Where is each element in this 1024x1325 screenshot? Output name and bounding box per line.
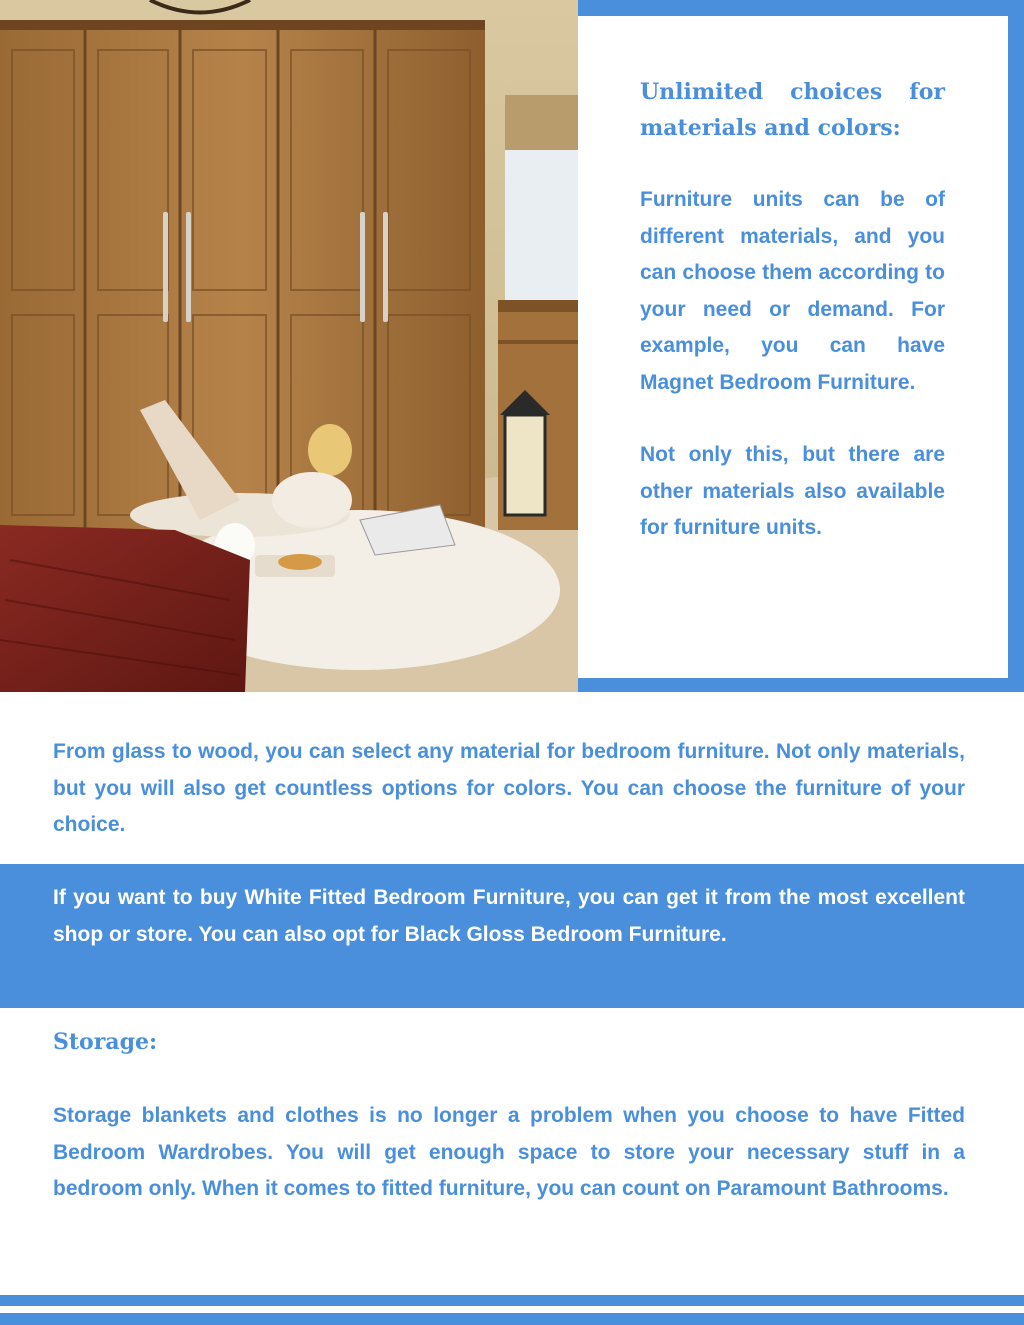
- highlight-paragraph: If you want to buy White Fitted Bedroom Furniture, you can get it from the most excellent shop or store. You can also opt for Black Gloss Bedroom Furniture.: [53, 886, 965, 946]
- footer-stripe-bottom: [0, 1313, 1024, 1325]
- info-box-content: [640, 74, 945, 547]
- storage-paragraph: Storage blankets and clothes is no longer a problem when you choose to have Fitted Bedroom Wardrobes. You will get enough space to store your necessary stuff in a bedroom only. When it comes to fitted furniture, you can count on Paramount Bathrooms.: [53, 1104, 965, 1200]
- materials-paragraph-1: Furniture units can be of different materials, and you can choose them according to your need or demand. For example, you can have Magnet Bedroom Furniture.: [640, 188, 945, 394]
- bedroom-photo: [0, 0, 578, 692]
- materials-heading: Unlimited choices for materials and colors:: [640, 79, 945, 141]
- materials-paragraph-2: Not only this, but there are other materials also available for furniture units.: [640, 443, 945, 539]
- materials-intro-paragraph: From glass to wood, you can select any material for bedroom furniture. Not only materials, but you will also get countless options for colors. You can choose the furniture of your choice.: [53, 740, 965, 836]
- footer-stripe-top: [0, 1295, 1024, 1306]
- highlight-band: [0, 864, 1024, 1008]
- storage-heading: Storage:: [53, 1029, 158, 1055]
